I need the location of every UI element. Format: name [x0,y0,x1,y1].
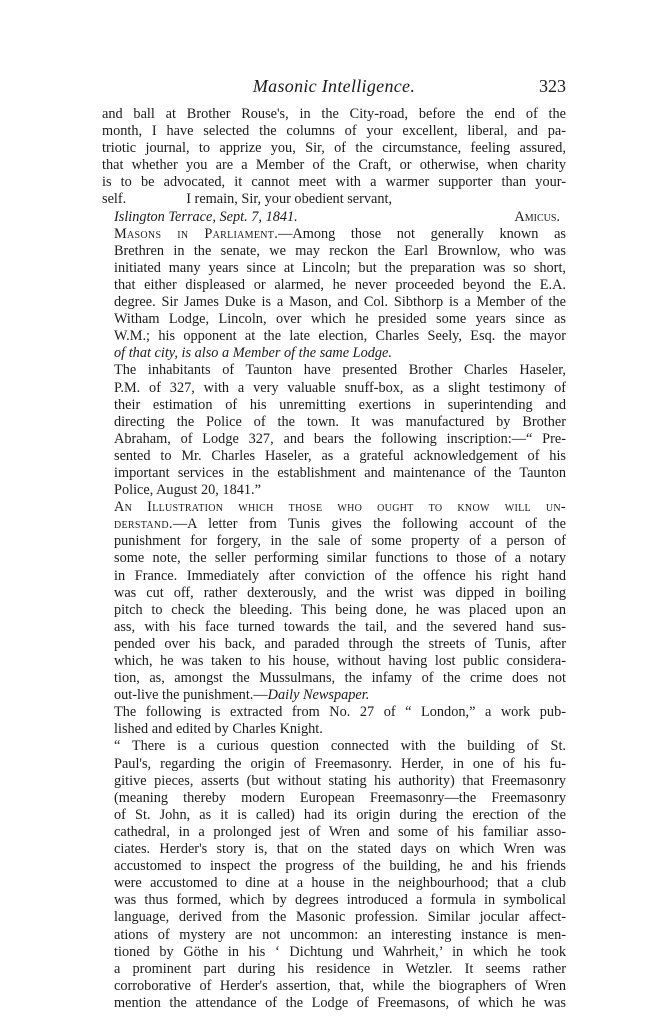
text-line: mention the attendance of the Lodge of Freemasons, of which he was [114,994,566,1011]
text-line: out-live the punishment.—Daily Newspaper. [114,687,370,704]
text-line: was thus formed, which by degrees introduced a formula in symbolical [114,892,566,909]
book-page [102,76,566,1012]
text-line: month, I have selected the columns of your excellent, liberal, and pa- [102,123,566,140]
text-line: their estimation of his unremitting exertions in superintending and [114,396,566,413]
parliament-heading: Masons in Parliament. [114,225,279,242]
text-line: Witham Lodge, Lincoln, over which he presided some years since as [114,311,566,328]
running-head [102,76,566,102]
text-line: is to be advocated, it cannot meet with a warmer supporter than your- [102,174,566,191]
running-title: Masonic Intelligence. [252,76,416,96]
text-line: The following is extracted from No. 27 of “ London,” a work pub- [114,704,566,721]
text-line: W.M.; his opponent at the late election, Charles Seely, Esq. the mayor [114,328,566,345]
illustration-heading-end: derstand. [114,516,173,533]
text-line: were accustomed to dine at a house in the neighbourhood; that a club [114,875,566,892]
text-line: ations of mystery are not uncommon: an interesting instance is men- [114,926,566,943]
text-line: cathedral, in a prolonged jest of Wren and some of his familiar asso- [114,823,566,840]
text-line: was cut off, rather dexterously, and the wrist was dipped in boiling [114,584,566,601]
text-line: tioned by Göthe in his ‘ Dichtung und Wahrheit,’ in which he took [114,943,566,960]
text-line: P.M. of 327, with a very valuable snuff-box, as a slight testimony of [114,379,566,396]
illustration-paragraph [102,499,566,704]
text-line: The inhabitants of Taunton have presented Brother Charles Haseler, [114,362,566,379]
letter-paragraph [102,106,566,226]
text-line: of that city, is also a Member of the same Lodge. [114,345,392,362]
text-line: Masons in Parliament.—Among those not generally known as [114,225,566,242]
text-line: punishment for forgery, in the sale of some property of a person of [114,533,566,550]
text-line: Police, August 20, 1841.” [114,482,261,499]
text-line: tion, as, amongst the Mussulmans, the infamy of the crime does not [114,670,566,687]
text-line: Brethren in the senate, we may reckon the Earl Brownlow, who was [114,242,566,259]
text-line: derstand.—A letter from Tunis gives the following account of the [114,516,566,533]
text-line: sented to Mr. Charles Haseler, as a grateful acknowledgement of his [114,447,566,464]
text-line: initiated many years since at Lincoln; but the preparation was so short, [114,259,566,276]
text-line: pended over his back, and paraded through the streets of Tunis, after [114,635,566,652]
text-line: directing the Police of the town. It was manufactured by Brother [114,413,566,430]
letter-signature-row [102,209,566,226]
text-line: triotic journal, to apprize you, Sir, of the circumstance, feeling assured, [102,140,566,157]
text-line: language, derived from the Masonic profession. Similar jocular affect- [114,909,566,926]
closing-rest: I remain, Sir, your obedient servant, [186,191,393,208]
closing-start: self. [102,191,127,208]
text-line: which, he was taken to his house, without having lost public considera- [114,653,566,669]
text-line: in France. Immediately after conviction of the offence his right hand [114,567,566,584]
text-line: pitch to check the bleeding. This being done, he was placed upon an [114,601,566,618]
text-line: Paul's, regarding the origin of Freemasonry. Herder, in one of his fu- [114,755,566,772]
text-line: accustomed to inspect the progress of the building, he and his friends [114,858,566,875]
letter-closing [102,191,566,208]
text-line: “ There is a curious question connected with the building of St. [114,738,566,755]
text-line: degree. Sir James Duke is a Mason, and Col. Sibthorp is a Member of the [114,294,566,311]
newspaper-source: Daily Newspaper. [267,687,370,704]
body-text [102,106,566,1012]
illustration-heading: An Illustration which those who ought to know will un- [114,499,566,516]
letter-place-date: Islington Terrace, Sept. 7, 1841. [114,208,298,225]
text-line: that either displeased or alarmed, he never proceeded beyond the E.A. [114,276,566,293]
text-line: gitive pieces, asserts (but without stating his authority) that Freemasonry [114,772,566,789]
extract-paragraph [102,738,566,1012]
text-line: corroborative of Herder's assertion, that, while the biographers of Wren [114,977,566,994]
text-line: lished and edited by Charles Knight. [114,721,323,738]
text-line: that whether you are a Member of the Craft, or otherwise, when charity [102,157,566,174]
text-line: some note, the seller performing similar functions to those of a notary [114,550,566,567]
text-line: ciates. Herder's story is, that on the stated days on which Wren was [114,841,566,858]
text-line: (meaning thereby modern European Freemasonry—the Freemasonry [114,789,566,806]
text-line: important services in the establishment and maintenance of the Taunton [114,464,566,481]
text-line: Abraham, of Lodge 327, and bears the following inscription:—“ Pre- [114,430,566,447]
taunton-paragraph [102,362,566,499]
extract-intro-paragraph [102,704,566,738]
text-line: of St. John, as it is called) had its origin during the erection of the [114,806,566,823]
letter-signer: Amicus. [514,208,560,225]
page-number: 323 [539,76,566,96]
parliament-paragraph [102,226,566,363]
text-line: ass, with his face turned towards the tail, and the severed hand sus- [114,618,566,635]
text-line: and ball at Brother Rouse's, in the City-road, before the end of the [102,106,566,122]
text-line: a prominent part during his residence in Wetzler. It seems rather [114,960,566,977]
